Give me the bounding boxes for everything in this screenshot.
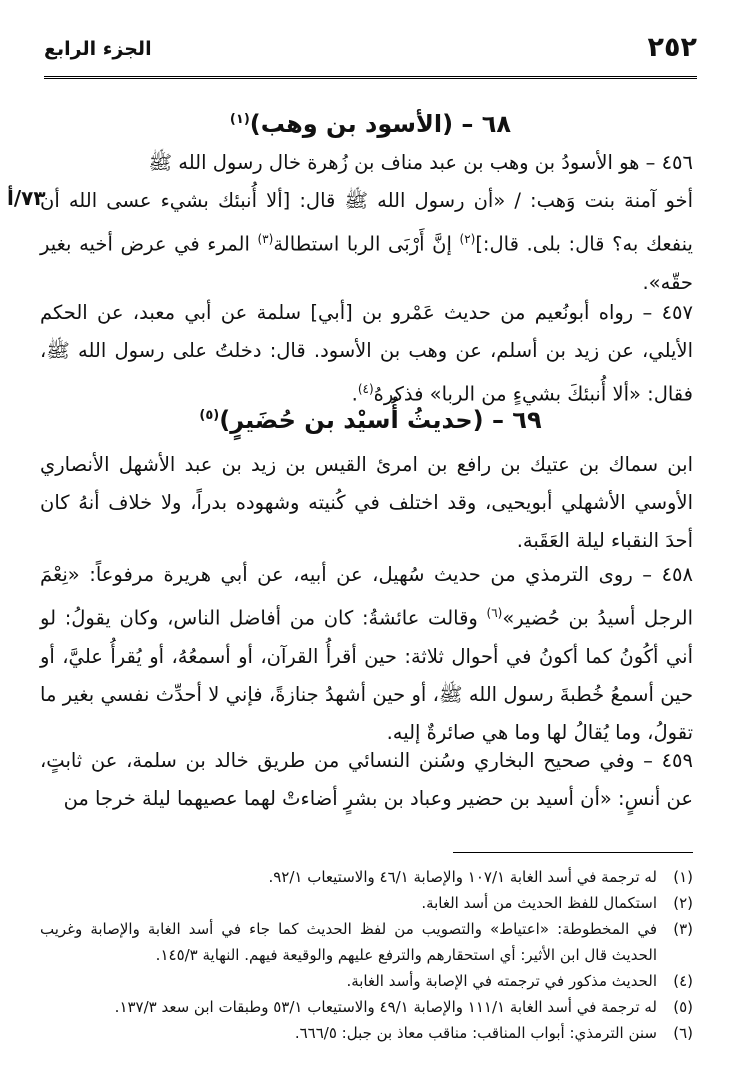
- hadith-456-line1: ٤٥٦ – هو الأسودُ بن وهب بن عبد مناف بن زُهرة خال رسول الله ﷺ: [148, 151, 693, 174]
- footnote-ref: (٢): [459, 232, 476, 246]
- hadith-456: [40, 144, 693, 302]
- page-header: [44, 32, 697, 72]
- hadith-457: ٤٥٧ – رواه أبونُعيم من حديث عَمْرو بن [أبي] سلمة عن أبي معبد، عن الحكم الأيلي، عن زيد بن أسلم، عن وهب بن الأسود. قال: دخلتُ على رسول الله ﷺ، فقال: «ألا أُنبئكَ بشيءٍ من الربا» فذكرهُ$^{(٤)}$.: [40, 301, 693, 406]
- footnote-item: (٤) الحديث مذكور في ترجمته في الإصابة وأسد الغابة.: [346, 972, 693, 990]
- footnote-item: (٦) سنن الترمذي: أبواب المناقب: مناقب معاذ بن جبل: ٦٦٦/٥.: [294, 1024, 693, 1042]
- footnote-item: (٥) له ترجمة في أسد الغابة ١١١/١ والإصابة ٤٩/١ والاستيعاب ٥٣/١ وطبقات ابن سعد ١٣٧/٣.: [114, 998, 693, 1016]
- page-number: ٢٥٢: [647, 32, 697, 63]
- hadith-456-line2: أخو آمنة بنت وَهب: / «أن رسول الله ﷺ قال: [ألا أُنبئك بشيء عسى الله أن ينفعك به؟ قال: بلى. قال:]$^{(٢)}$ إنَّ أَرْبَى الربا استطالة$^{(٣)}$ المرء في عرض أخيه بغير حقّه».: [40, 189, 693, 294]
- manuscript-folio-note: ٧٣/أ: [7, 186, 46, 210]
- footnote-ref: (١): [229, 112, 250, 127]
- footnote-ref: (٥): [199, 408, 220, 423]
- footnote-item: (٣) في المخطوطة: «اعتياط» والتصويب من لفظ الحديث كما جاء في أسد الغابة والإصابة وغريب الحديث قال ابن الأثير: أي استحقارهم والترفع عليهم والوقيعة فيهم. النهاية ١٤٥/٣.: [40, 920, 693, 964]
- section-69-heading: ٦٩ – (حديثُ أُسيْد بن حُضَيرٍ)$^{(٥)}$: [199, 406, 542, 434]
- hadith-459: ٤٥٩ – وفي صحيح البخاري وسُنن النسائي من طريق خالد بن سلمة، عن ثابتٍ، عن أنسٍ: «أن أسيد بن حضير وعباد بن بشرٍ أضاءتْ لهما عصيهما ليلة خرجا من: [40, 749, 693, 810]
- footnote-item: (١) له ترجمة في أسد الغابة ١٠٧/١ والإصابة ٤٦/١ والاستيعاب ٩٢/١.: [268, 868, 693, 886]
- footnote-divider: [453, 852, 693, 853]
- header-divider: [44, 76, 697, 79]
- running-title: الجزء الرابع: [44, 38, 152, 60]
- hadith-458: ٤٥٨ – روى الترمذي من حديث سُهيل، عن أبيه، عن أبي هريرة مرفوعاً: «نِعْمَ الرجل أسيدُ بن حُضير»$^{(٦)}$ وقالت عائشةُ: كان من أفاضل الناس، وكان يقولُ: لو أني أكُونُ كما أكونُ في أحوال ثلاثة: حين أقرأُ القرآن، أو أسمعُهُ، أو يُقرأُ عليَّ، أو حين أسمعُ خُطبةَ رسول الله ﷺ، أو حين أشهدُ جنازةً، فإني لا أحدِّث نفسي بغير ما تقولُ، وما يُقالُ لها وما هي صائرةٌ إليه.: [40, 563, 693, 744]
- footnote-ref: (٤): [357, 382, 374, 396]
- footnote-ref: (٣): [257, 232, 274, 246]
- section-68-heading: ٦٨ – (الأسود بن وهب)$^{(١)}$: [229, 110, 512, 138]
- footnote-ref: (٦): [486, 606, 503, 620]
- footnote-item: (٢) استكمال للفظ الحديث من أسد الغابة.: [421, 894, 693, 912]
- footnotes: [40, 864, 693, 1046]
- section-69-intro: ابن سماك بن عتيك بن رافع بن امرئ القيس بن زيد بن عبد الأشهل الأنصاري الأوسي الأشهلي أبويحيى، وقد اختلف في كُنيته وشهوده بدراً، ولا خلاف أنهُ كان أحدَ النقباء ليلة العَقَبة.: [40, 453, 693, 552]
